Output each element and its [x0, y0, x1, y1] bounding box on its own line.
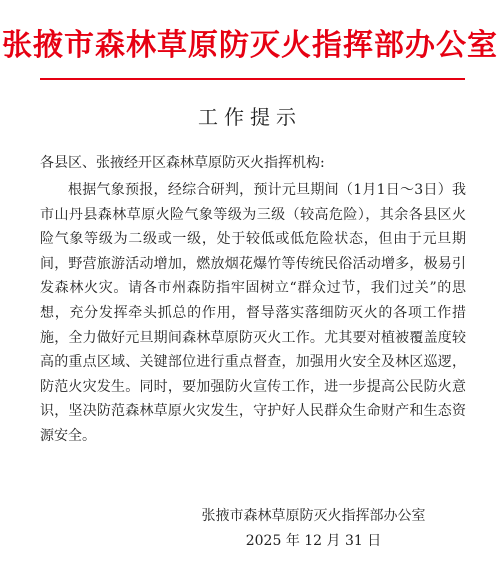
header-org-title: 张掖市森林草原防灭火指挥部办公室 [2, 28, 498, 63]
signature-org: 张掖市森林草原防灭火指挥部办公室 [201, 508, 426, 524]
header-red-rule [40, 78, 465, 80]
signature-date: 2025 年 12 月 31 日 [245, 533, 382, 549]
document-title: 工作提示 [198, 105, 302, 129]
document-salutation: 各县区、张掖经开区森林草原防灭火指挥机构: [40, 155, 325, 171]
document-body: 根据气象预报，经综合研判，预计元旦期间（1月1日～3日）我市山丹县森林草原火险气象等级为三级（较高危险），其余各县区火险气象等级为二级或一级，处于较低或低危险状态，但由于元旦期间，野营旅游活动增加，燃放烟花爆竹等传统民俗活动增多，极易引发森林火灾。请各市州森防指牢固树立“群众过节，我们过关”的思想，充分发挥牵头抓总的作用，督导落实落细防灭火的各项工作措施，全力做好元旦期间森林草原防灭火工作。尤其要对植被覆盖度较高的重点区域、关键部位进行重点督查，加强用火安全及林区巡逻，防范火灾发生。同时，要加强防火宣传工作，进一步提高公民防火意识，坚决防范森林草原火灾发生，守护好人民群众生命财产和生态资源安全。 [40, 182, 466, 444]
